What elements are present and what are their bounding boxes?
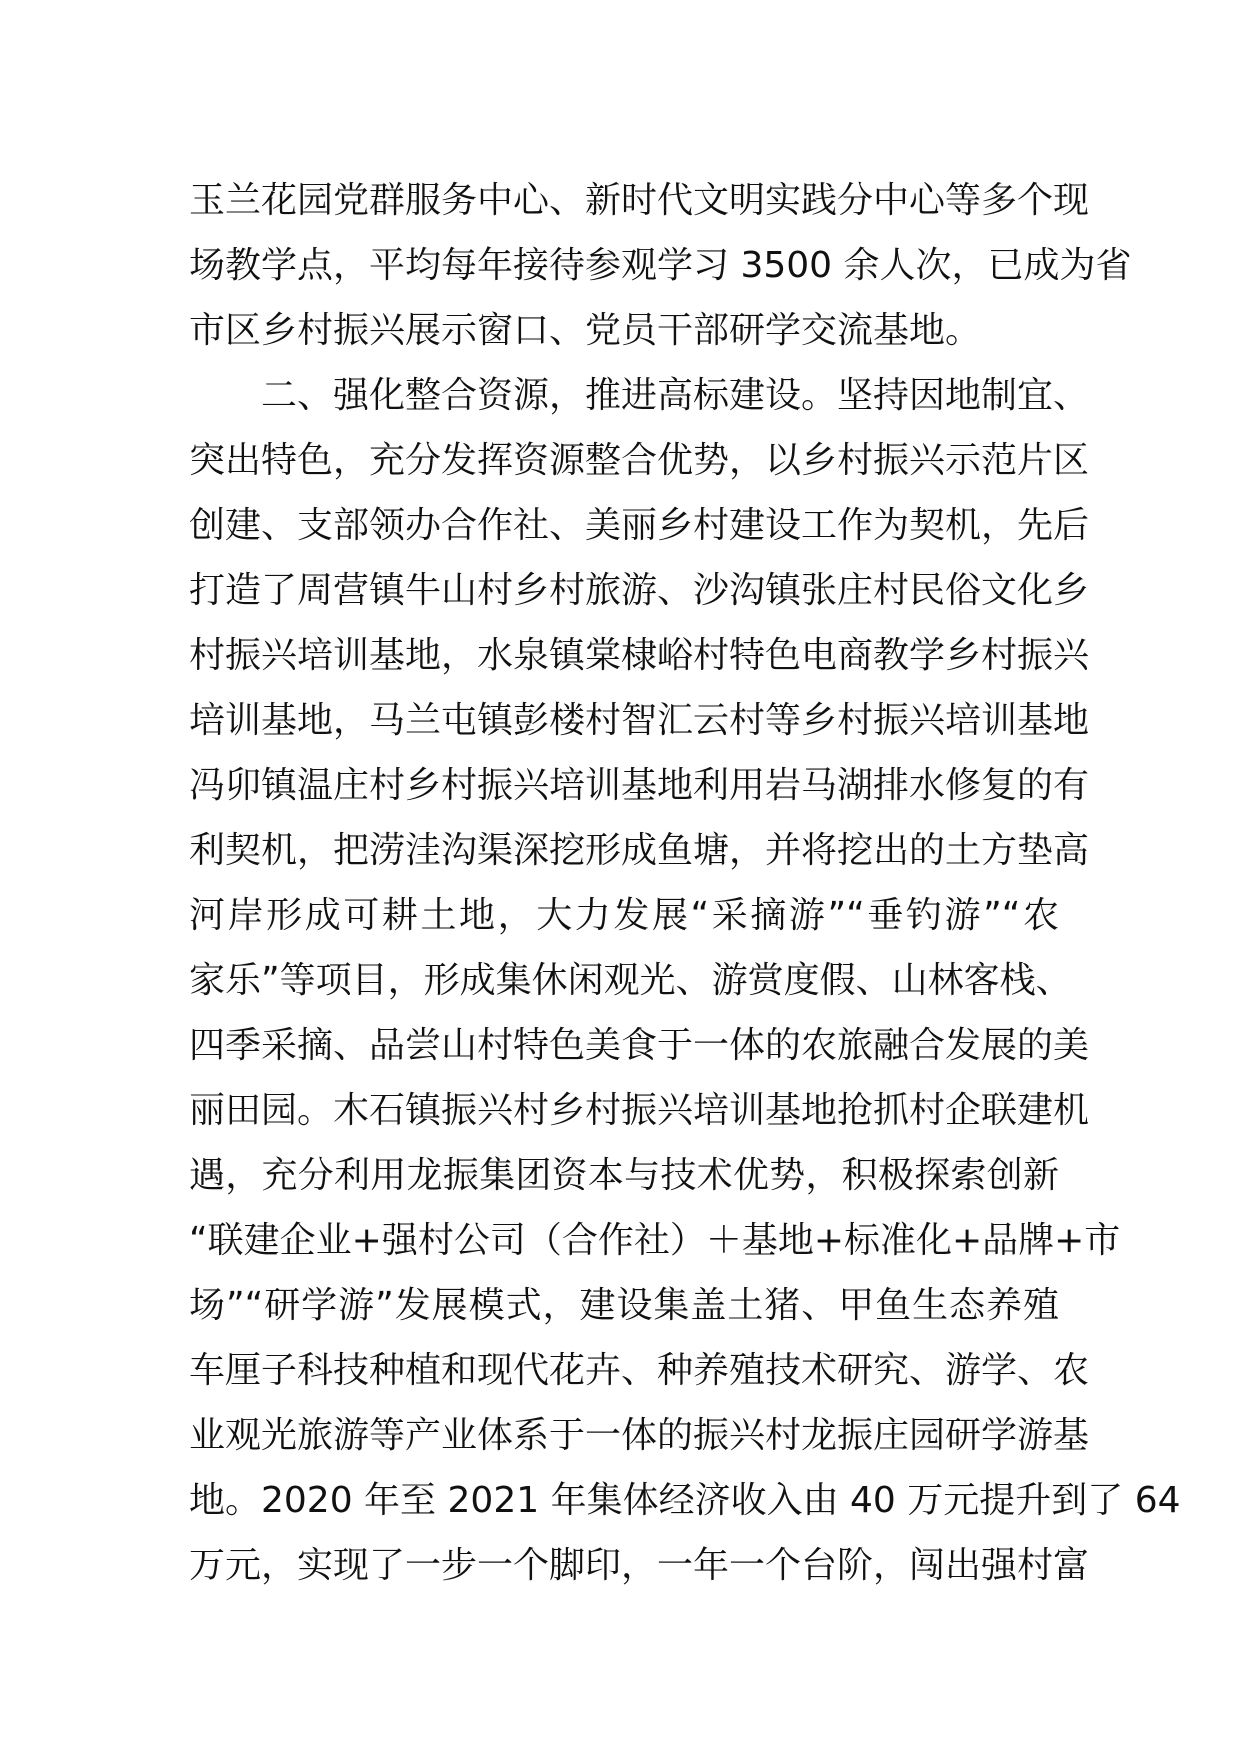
body-text <box>189 168 1181 1598</box>
text-line: 打造了周营镇牛山村乡村旅游、沙沟镇张庄村民俗文化乡 <box>189 570 1090 611</box>
text-line: 丽田园。木石镇振兴村乡村振兴培训基地抢抓村企联建机 <box>189 1090 1090 1131</box>
text-line: 村振兴培训基地，水泉镇棠棣峪村特色电商教学乡村振兴 <box>189 635 1090 676</box>
text-line: 车厘子科技种植和现代花卉、种养殖技术研究、游学、农 <box>189 1350 1090 1391</box>
text-line: 河岸形成可耕土地，大力发展“采摘游”“垂钓游”“农 <box>189 895 1059 936</box>
text-line: 万元，实现了一步一个脚印，一年一个台阶，闯出强村富 <box>189 1545 1090 1586</box>
text-line: 市区乡村振兴展示窗口、党员干部研学交流基地。 <box>189 310 982 351</box>
text-line: 冯卯镇温庄村乡村振兴培训基地利用岩马湖排水修复的有 <box>189 765 1090 806</box>
text-line: 四季采摘、品尝山村特色美食于一体的农旅融合发展的美 <box>189 1025 1090 1066</box>
text-line: 培训基地，马兰屯镇彭楼村智汇云村等乡村振兴培训基地 <box>189 700 1090 741</box>
text-line: 利契机，把涝洼沟渠深挖形成鱼塘，并将挖出的土方垫高 <box>189 830 1090 871</box>
text-line: 创建、支部领办合作社、美丽乡村建设工作为契机，先后 <box>189 505 1090 546</box>
text-line: 遇，充分利用龙振集团资本与技术优势，积极探索创新 <box>189 1155 1059 1196</box>
text-line: 地。2020 年至 2021 年集体经济收入由 40 万元提升到了 64 <box>189 1480 1181 1521</box>
text-line: 玉兰花园党群服务中心、新时代文明实践分中心等多个现 <box>189 180 1090 221</box>
text-line: “联建企业+强村公司（合作社）＋基地+标准化+品牌+市 <box>189 1220 1121 1261</box>
text-line: 场”“研学游”发展模式，建设集盖土猪、甲鱼生态养殖 <box>189 1285 1059 1326</box>
section-heading-line: 二、强化整合资源，推进高标建设。坚持因地制宜、 <box>261 375 1090 416</box>
text-line: 场教学点，平均每年接待参观学习 3500 余人次，已成为省 <box>189 245 1132 286</box>
text-line: 突出特色，充分发挥资源整合优势，以乡村振兴示范片区 <box>189 440 1090 481</box>
text-line: 业观光旅游等产业体系于一体的振兴村龙振庄园研学游基 <box>189 1415 1090 1456</box>
text-line: 家乐”等项目，形成集休闲观光、游赏度假、山林客栈、 <box>189 960 1072 1001</box>
